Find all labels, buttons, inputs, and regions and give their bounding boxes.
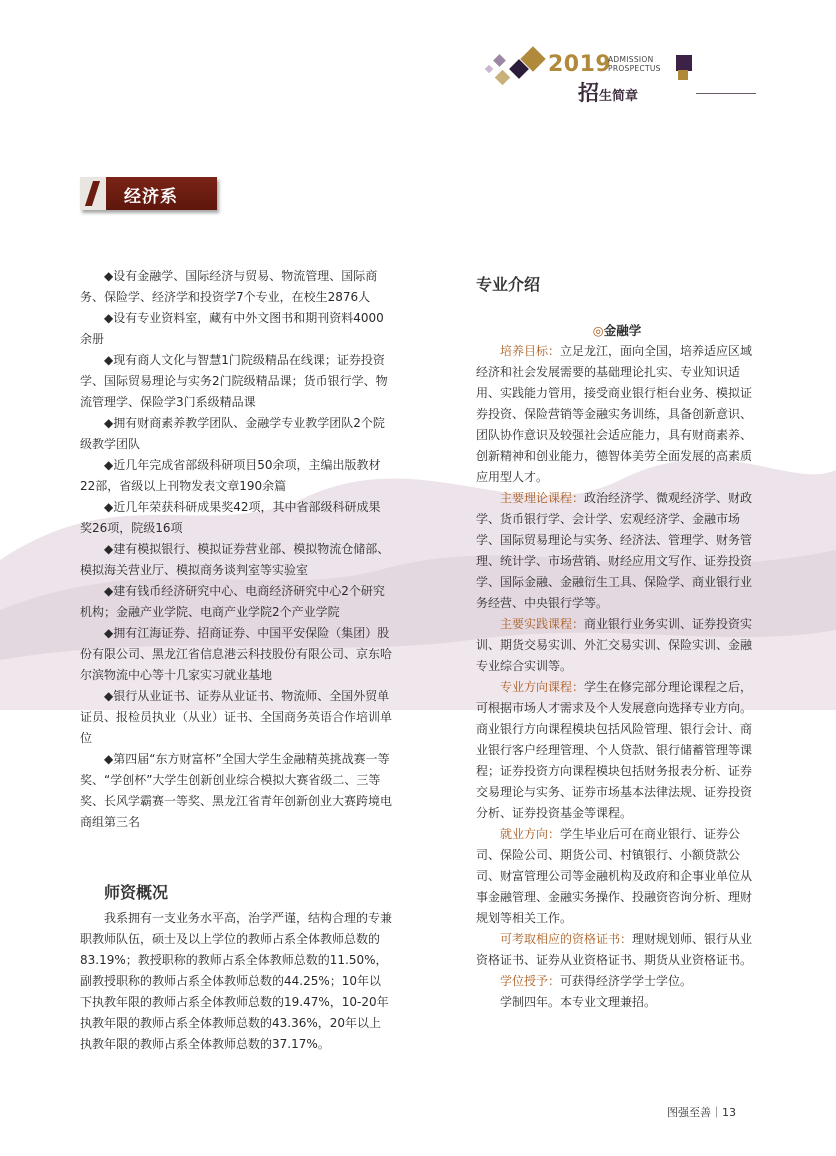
major-details — [476, 320, 758, 1013]
major-item-label: 专业方向课程： — [500, 680, 585, 694]
major-item — [476, 341, 758, 488]
feature-item: ◆拥有江海证券、招商证券、中国平安保险（集团）股份有限公司、黑龙江省信息港云科技股份有限公司、京东哈尔滨物流中心等十几家实习就业基地 — [80, 626, 393, 682]
major-item-label: 培养目标： — [500, 344, 561, 358]
square-decoration — [678, 70, 688, 80]
major-item-text: 理财规划师、银行从业资格证书、证券从业资格证书、期货从业资格证书。 — [476, 932, 753, 967]
major-item-text: 学制四年。本专业文理兼招。 — [500, 995, 657, 1009]
faculty-text: 我系拥有一支业务水平高，治学严谨，结构合理的专兼职教师队伍，硕士及以上学位的教师占系全体教师总数的83.19%；教授职称的教师占系全体教师总数的11.50%，副教授职称的教师占系全体教师总数的44.25%；10年以下执教年限的教师占系全体教师总数的19.47%，10-20年执教年限的教师占系全体教师总数的43.36%，20年以上执教年限的教师占系全体教师总数的37.17%。 — [80, 911, 393, 1051]
page-number: 图强至善｜13 — [667, 1106, 736, 1119]
diamond-decoration — [493, 54, 506, 67]
header-english — [608, 55, 661, 73]
faculty-text-block — [80, 908, 392, 1055]
major-item — [476, 677, 758, 824]
major-item-text: 政治经济学、微观经济学、财政学、货币银行学、会计学、宏观经济学、金融市场学、国际贸易理论与实务、经济法、管理学、财务管理、统计学、市场营销、财经应用文写作、证券投资学、国际金融、金融衍生工具、保险学、商业银行业务经营、中央银行学等。 — [476, 491, 753, 610]
major-item-text: 学生在修完部分理论课程之后，可根据市场人才需求及个人发展意向选择专业方向。商业银行方向课程模块包括风险管理、银行会计、商业银行客户经理管理、个人贷款、银行储蓄管理等课程；证券投资方向课程模块包括财务报表分析、证券交易理论与实务、证券市场基本法律法规、证券投资分析、证券投资基金等课程。 — [476, 680, 753, 820]
feature-item: ◆设有专业资料室，藏有中外文图书和期刊资料4000余册 — [80, 311, 384, 346]
header-year: 2019 — [548, 52, 612, 77]
major-item — [476, 614, 758, 677]
header-prospectus: PROSPECTUS — [608, 64, 661, 73]
major-item-label: 可考取相应的资格证书： — [500, 932, 633, 946]
feature-item: ◆第四届“东方财富杯”全国大学生金融精英挑战赛一等奖、“学创杯”大学生创新创业综合模拟大赛省级二、三等奖、长风学霸赛一等奖、黑龙江省青年创新创业大赛跨境电商组第三名 — [80, 752, 393, 829]
diamond-decoration — [485, 65, 493, 73]
major-item-label: 学位授予： — [500, 974, 561, 988]
header-admission: ADMISSION — [608, 55, 654, 64]
major-item — [476, 971, 758, 992]
diamond-decoration — [495, 70, 511, 86]
square-decoration — [676, 55, 692, 71]
feature-item: ◆近几年荣获科研成果奖42项，其中省部级科研成果奖26项，院级16项 — [80, 500, 381, 535]
major-item-label: 主要实践课程： — [500, 617, 585, 631]
feature-item: ◆银行从业证书、证券从业证书、物流师、全国外贸单证员、报检员执业（从业）证书、全国商务英语合作培训单位 — [80, 689, 393, 745]
faculty-heading: 师资概况 — [104, 883, 169, 902]
feature-item: ◆拥有财商素养教学团队、金融学专业教学团队2个院级教学团队 — [80, 416, 385, 451]
feature-item: ◆建有模拟银行、模拟证券营业部、模拟物流仓储部、模拟海关营业厅、模拟商务谈判室等实验室 — [80, 542, 390, 577]
section-title-bar — [80, 177, 217, 210]
major-item-text: 学生毕业后可在商业银行、证券公司、保险公司、期货公司、村镇银行、小额贷款公司、财富管理公司等金融机构及政府和企事业单位从事金融管理、金融实务操作、投融资咨询分析、理财规划等相关工作。 — [476, 827, 753, 925]
feature-item: ◆近几年完成省部级科研项目50余项，主编出版教材22部，省级以上刊物发表文章190余篇 — [80, 458, 381, 493]
header-sheng-jian-zhang: 生简章 — [599, 89, 639, 104]
major-symbol: ◎ — [592, 323, 604, 338]
feature-item: ◆建有钱币经济研究中心、电商经济研究中心2个研究机构；金融产业学院、电商产业学院2个产业学院 — [80, 584, 385, 619]
major-item — [476, 992, 758, 1013]
major-item — [476, 929, 758, 971]
feature-item: ◆设有金融学、国际经济与贸易、物流管理、国际商务、保险学、经济学和投资学7个专业，在校生2876人 — [80, 269, 378, 304]
major-item-label: 就业方向： — [500, 827, 561, 841]
major-name: 金融学 — [603, 323, 642, 338]
major-title — [476, 320, 758, 341]
feature-item: ◆现有商人文化与智慧1门院级精品在线课；证券投资学、国际贸易理论与实务2门院级精品课；货币银行学、物流管理学、保险学3门系级精品课 — [80, 353, 388, 409]
header-subtitle — [578, 77, 638, 107]
section-title: 经济系 — [124, 187, 178, 207]
majors-heading: 专业介绍 — [476, 275, 541, 294]
major-item — [476, 824, 758, 929]
major-item — [476, 488, 758, 614]
major-item-text: 可获得经济学学士学位。 — [560, 974, 693, 988]
section-title-notch — [80, 177, 106, 210]
major-item-text: 商业银行业务实训、证券投资实训、期货交易实训、外汇交易实训、保险实训、金融专业综合实训等。 — [476, 617, 753, 673]
header-rule — [696, 93, 756, 94]
header-zhao: 招 — [578, 81, 599, 105]
major-item-text: 立足龙江，面向全国，培养适应区域经济和社会发展需要的基础理论扎实、专业知识适用、实践能力管用，接受商业银行柜台业务、模拟证券投资、保险营销等金融实务训练，具备创新意识、团队协作意识及较强社会适应能力，具有财商素养、创新精神和创业能力，德智体美劳全面发展的高素质应用型人才。 — [476, 344, 753, 484]
features-list — [80, 266, 392, 833]
major-item-label: 主要理论课程： — [500, 491, 585, 505]
